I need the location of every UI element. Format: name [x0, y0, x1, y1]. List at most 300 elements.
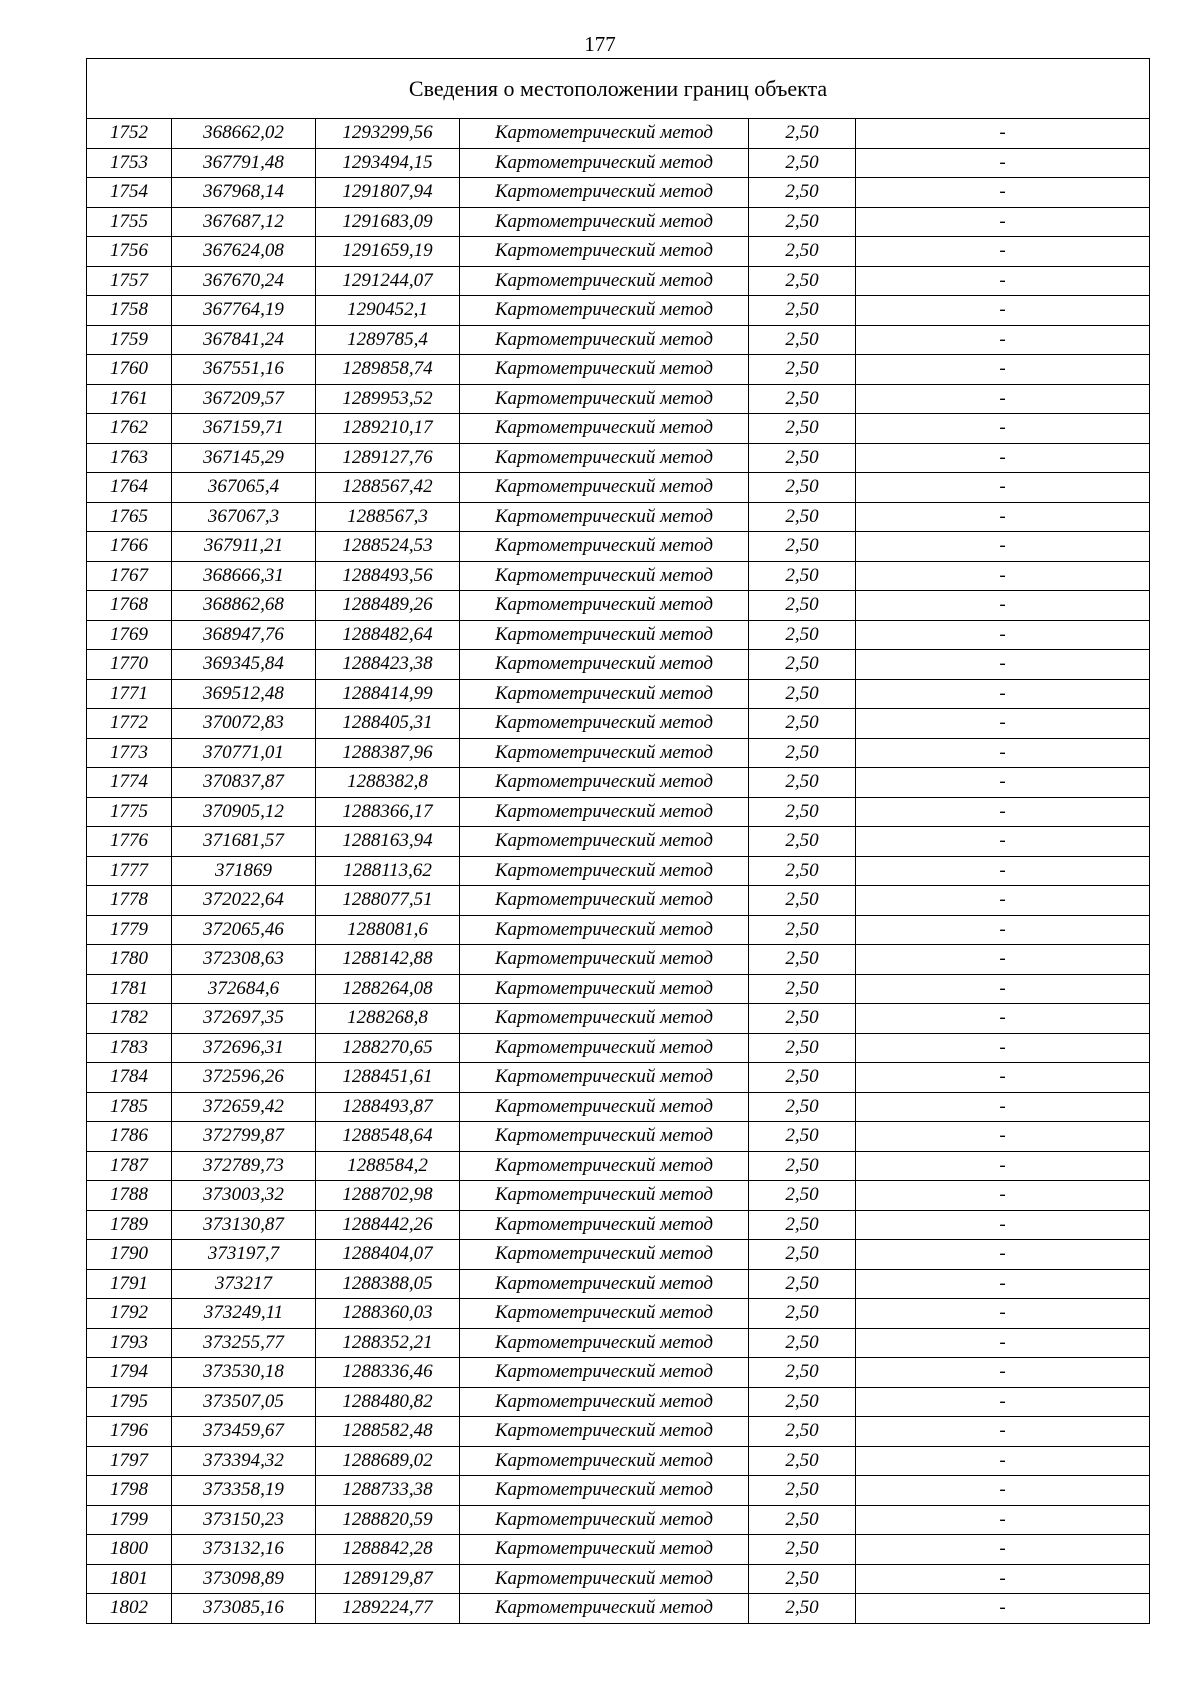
- method-cell: Картометрический метод: [460, 827, 749, 857]
- remark-cell: -: [856, 1387, 1150, 1417]
- x-coordinate-cell: 367791,48: [172, 148, 316, 178]
- remark-cell: -: [856, 886, 1150, 916]
- remark-cell: -: [856, 738, 1150, 768]
- point-number-cell: 1771: [87, 679, 172, 709]
- remark-cell: -: [856, 1092, 1150, 1122]
- point-number-cell: 1789: [87, 1210, 172, 1240]
- remark-cell: -: [856, 1535, 1150, 1565]
- remark-cell: -: [856, 915, 1150, 945]
- accuracy-cell: 2,50: [749, 443, 856, 473]
- y-coordinate-cell: 1289785,4: [316, 325, 460, 355]
- table-row: [87, 1505, 1150, 1535]
- x-coordinate-cell: 367159,71: [172, 414, 316, 444]
- remark-cell: -: [856, 532, 1150, 562]
- x-coordinate-cell: 373459,67: [172, 1417, 316, 1447]
- table-row: [87, 1033, 1150, 1063]
- point-number-cell: 1796: [87, 1417, 172, 1447]
- y-coordinate-cell: 1288081,6: [316, 915, 460, 945]
- y-coordinate-cell: 1289127,76: [316, 443, 460, 473]
- y-coordinate-cell: 1293299,56: [316, 119, 460, 149]
- method-cell: Картометрический метод: [460, 355, 749, 385]
- method-cell: Картометрический метод: [460, 532, 749, 562]
- x-coordinate-cell: 372022,64: [172, 886, 316, 916]
- method-cell: Картометрический метод: [460, 1446, 749, 1476]
- point-number-cell: 1755: [87, 207, 172, 237]
- accuracy-cell: 2,50: [749, 207, 856, 237]
- x-coordinate-cell: 373197,7: [172, 1240, 316, 1270]
- method-cell: Картометрический метод: [460, 502, 749, 532]
- y-coordinate-cell: 1289210,17: [316, 414, 460, 444]
- point-number-cell: 1762: [87, 414, 172, 444]
- y-coordinate-cell: 1288493,56: [316, 561, 460, 591]
- x-coordinate-cell: 373249,11: [172, 1299, 316, 1329]
- remark-cell: -: [856, 355, 1150, 385]
- point-number-cell: 1766: [87, 532, 172, 562]
- point-number-cell: 1769: [87, 620, 172, 650]
- point-number-cell: 1767: [87, 561, 172, 591]
- table-row: [87, 827, 1150, 857]
- x-coordinate-cell: 367145,29: [172, 443, 316, 473]
- table-row: [87, 1476, 1150, 1506]
- point-number-cell: 1765: [87, 502, 172, 532]
- point-number-cell: 1770: [87, 650, 172, 680]
- table-row: [87, 1063, 1150, 1093]
- remark-cell: -: [856, 1564, 1150, 1594]
- accuracy-cell: 2,50: [749, 1505, 856, 1535]
- table-row: [87, 886, 1150, 916]
- method-cell: Картометрический метод: [460, 768, 749, 798]
- remark-cell: -: [856, 591, 1150, 621]
- point-number-cell: 1757: [87, 266, 172, 296]
- point-number-cell: 1787: [87, 1151, 172, 1181]
- x-coordinate-cell: 373217: [172, 1269, 316, 1299]
- remark-cell: -: [856, 768, 1150, 798]
- method-cell: Картометрический метод: [460, 325, 749, 355]
- point-number-cell: 1793: [87, 1328, 172, 1358]
- page-number: 177: [584, 32, 616, 56]
- y-coordinate-cell: 1288820,59: [316, 1505, 460, 1535]
- table-row: [87, 473, 1150, 503]
- x-coordinate-cell: 373255,77: [172, 1328, 316, 1358]
- table-row: [87, 207, 1150, 237]
- y-coordinate-cell: 1288405,31: [316, 709, 460, 739]
- point-number-cell: 1784: [87, 1063, 172, 1093]
- y-coordinate-cell: 1288270,65: [316, 1033, 460, 1063]
- accuracy-cell: 2,50: [749, 1033, 856, 1063]
- x-coordinate-cell: 370072,83: [172, 709, 316, 739]
- y-coordinate-cell: 1288489,26: [316, 591, 460, 621]
- accuracy-cell: 2,50: [749, 1004, 856, 1034]
- y-coordinate-cell: 1288414,99: [316, 679, 460, 709]
- x-coordinate-cell: 368662,02: [172, 119, 316, 149]
- point-number-cell: 1774: [87, 768, 172, 798]
- remark-cell: -: [856, 709, 1150, 739]
- table-row: [87, 1092, 1150, 1122]
- table-row: [87, 915, 1150, 945]
- method-cell: Картометрический метод: [460, 119, 749, 149]
- point-number-cell: 1773: [87, 738, 172, 768]
- point-number-cell: 1764: [87, 473, 172, 503]
- accuracy-cell: 2,50: [749, 1122, 856, 1152]
- y-coordinate-cell: 1288268,8: [316, 1004, 460, 1034]
- y-coordinate-cell: 1288482,64: [316, 620, 460, 650]
- point-number-cell: 1761: [87, 384, 172, 414]
- y-coordinate-cell: 1288451,61: [316, 1063, 460, 1093]
- x-coordinate-cell: 367209,57: [172, 384, 316, 414]
- accuracy-cell: 2,50: [749, 1151, 856, 1181]
- accuracy-cell: 2,50: [749, 1564, 856, 1594]
- y-coordinate-cell: 1288480,82: [316, 1387, 460, 1417]
- point-number-cell: 1760: [87, 355, 172, 385]
- point-number-cell: 1800: [87, 1535, 172, 1565]
- method-cell: Картометрический метод: [460, 266, 749, 296]
- table-row: [87, 768, 1150, 798]
- method-cell: Картометрический метод: [460, 886, 749, 916]
- table-row: [87, 325, 1150, 355]
- table-row: [87, 1387, 1150, 1417]
- y-coordinate-cell: 1289129,87: [316, 1564, 460, 1594]
- y-coordinate-cell: 1288352,21: [316, 1328, 460, 1358]
- accuracy-cell: 2,50: [749, 325, 856, 355]
- remark-cell: -: [856, 414, 1150, 444]
- y-coordinate-cell: 1288733,38: [316, 1476, 460, 1506]
- accuracy-cell: 2,50: [749, 886, 856, 916]
- y-coordinate-cell: 1288842,28: [316, 1535, 460, 1565]
- accuracy-cell: 2,50: [749, 1594, 856, 1624]
- method-cell: Картометрический метод: [460, 1505, 749, 1535]
- table-row: [87, 1004, 1150, 1034]
- y-coordinate-cell: 1288404,07: [316, 1240, 460, 1270]
- table-row: [87, 1299, 1150, 1329]
- method-cell: Картометрический метод: [460, 1181, 749, 1211]
- table-row: [87, 620, 1150, 650]
- y-coordinate-cell: 1288548,64: [316, 1122, 460, 1152]
- table-row: [87, 738, 1150, 768]
- table-row: [87, 1417, 1150, 1447]
- method-cell: Картометрический метод: [460, 1387, 749, 1417]
- accuracy-cell: 2,50: [749, 237, 856, 267]
- table-row: [87, 1535, 1150, 1565]
- remark-cell: -: [856, 1122, 1150, 1152]
- x-coordinate-cell: 367067,3: [172, 502, 316, 532]
- remark-cell: -: [856, 561, 1150, 591]
- x-coordinate-cell: 372799,87: [172, 1122, 316, 1152]
- point-number-cell: 1759: [87, 325, 172, 355]
- x-coordinate-cell: 367670,24: [172, 266, 316, 296]
- table-row: [87, 443, 1150, 473]
- point-number-cell: 1752: [87, 119, 172, 149]
- accuracy-cell: 2,50: [749, 502, 856, 532]
- remark-cell: -: [856, 974, 1150, 1004]
- accuracy-cell: 2,50: [749, 1476, 856, 1506]
- method-cell: Картометрический метод: [460, 1358, 749, 1388]
- method-cell: Картометрический метод: [460, 1328, 749, 1358]
- remark-cell: -: [856, 1328, 1150, 1358]
- table-row: [87, 1122, 1150, 1152]
- y-coordinate-cell: 1288163,94: [316, 827, 460, 857]
- y-coordinate-cell: 1288113,62: [316, 856, 460, 886]
- y-coordinate-cell: 1288336,46: [316, 1358, 460, 1388]
- remark-cell: -: [856, 679, 1150, 709]
- y-coordinate-cell: 1288493,87: [316, 1092, 460, 1122]
- method-cell: Картометрический метод: [460, 296, 749, 326]
- method-cell: Картометрический метод: [460, 1210, 749, 1240]
- remark-cell: -: [856, 119, 1150, 149]
- method-cell: Картометрический метод: [460, 738, 749, 768]
- accuracy-cell: 2,50: [749, 1210, 856, 1240]
- point-number-cell: 1782: [87, 1004, 172, 1034]
- method-cell: Картометрический метод: [460, 945, 749, 975]
- accuracy-cell: 2,50: [749, 1358, 856, 1388]
- y-coordinate-cell: 1288689,02: [316, 1446, 460, 1476]
- table-row: [87, 237, 1150, 267]
- method-cell: Картометрический метод: [460, 591, 749, 621]
- x-coordinate-cell: 372697,35: [172, 1004, 316, 1034]
- x-coordinate-cell: 367764,19: [172, 296, 316, 326]
- accuracy-cell: 2,50: [749, 1417, 856, 1447]
- point-number-cell: 1779: [87, 915, 172, 945]
- remark-cell: -: [856, 620, 1150, 650]
- method-cell: Картометрический метод: [460, 974, 749, 1004]
- method-cell: Картометрический метод: [460, 650, 749, 680]
- point-number-cell: 1802: [87, 1594, 172, 1624]
- point-number-cell: 1792: [87, 1299, 172, 1329]
- accuracy-cell: 2,50: [749, 620, 856, 650]
- x-coordinate-cell: 370771,01: [172, 738, 316, 768]
- table-row: [87, 1210, 1150, 1240]
- accuracy-cell: 2,50: [749, 1240, 856, 1270]
- remark-cell: -: [856, 237, 1150, 267]
- method-cell: Картометрический метод: [460, 473, 749, 503]
- table-row: [87, 1446, 1150, 1476]
- method-cell: Картометрический метод: [460, 1240, 749, 1270]
- point-number-cell: 1778: [87, 886, 172, 916]
- accuracy-cell: 2,50: [749, 856, 856, 886]
- table-row: [87, 797, 1150, 827]
- x-coordinate-cell: 373085,16: [172, 1594, 316, 1624]
- method-cell: Картометрический метод: [460, 1004, 749, 1034]
- accuracy-cell: 2,50: [749, 827, 856, 857]
- x-coordinate-cell: 367911,21: [172, 532, 316, 562]
- method-cell: Картометрический метод: [460, 915, 749, 945]
- table-row: [87, 1328, 1150, 1358]
- method-cell: Картометрический метод: [460, 1535, 749, 1565]
- boundary-coordinates-table: [86, 58, 1150, 1624]
- accuracy-cell: 2,50: [749, 296, 856, 326]
- accuracy-cell: 2,50: [749, 355, 856, 385]
- accuracy-cell: 2,50: [749, 797, 856, 827]
- x-coordinate-cell: 372596,26: [172, 1063, 316, 1093]
- x-coordinate-cell: 372065,46: [172, 915, 316, 945]
- table-row: [87, 1564, 1150, 1594]
- y-coordinate-cell: 1289224,77: [316, 1594, 460, 1624]
- point-number-cell: 1798: [87, 1476, 172, 1506]
- y-coordinate-cell: 1288567,42: [316, 473, 460, 503]
- x-coordinate-cell: 367551,16: [172, 355, 316, 385]
- y-coordinate-cell: 1288366,17: [316, 797, 460, 827]
- table-title-row: [87, 59, 1150, 119]
- remark-cell: -: [856, 296, 1150, 326]
- accuracy-cell: 2,50: [749, 738, 856, 768]
- y-coordinate-cell: 1288142,88: [316, 945, 460, 975]
- remark-cell: -: [856, 207, 1150, 237]
- method-cell: Картометрический метод: [460, 620, 749, 650]
- remark-cell: -: [856, 1151, 1150, 1181]
- y-coordinate-cell: 1291807,94: [316, 178, 460, 208]
- accuracy-cell: 2,50: [749, 1092, 856, 1122]
- accuracy-cell: 2,50: [749, 1535, 856, 1565]
- method-cell: Картометрический метод: [460, 207, 749, 237]
- y-coordinate-cell: 1288388,05: [316, 1269, 460, 1299]
- remark-cell: -: [856, 1240, 1150, 1270]
- point-number-cell: 1786: [87, 1122, 172, 1152]
- accuracy-cell: 2,50: [749, 679, 856, 709]
- remark-cell: -: [856, 797, 1150, 827]
- remark-cell: -: [856, 1033, 1150, 1063]
- table-body: [87, 119, 1150, 1624]
- table-row: [87, 532, 1150, 562]
- point-number-cell: 1788: [87, 1181, 172, 1211]
- remark-cell: -: [856, 443, 1150, 473]
- table-row: [87, 1151, 1150, 1181]
- x-coordinate-cell: 373130,87: [172, 1210, 316, 1240]
- remark-cell: -: [856, 1358, 1150, 1388]
- point-number-cell: 1790: [87, 1240, 172, 1270]
- point-number-cell: 1780: [87, 945, 172, 975]
- y-coordinate-cell: 1288360,03: [316, 1299, 460, 1329]
- y-coordinate-cell: 1293494,15: [316, 148, 460, 178]
- accuracy-cell: 2,50: [749, 768, 856, 798]
- y-coordinate-cell: 1291244,07: [316, 266, 460, 296]
- method-cell: Картометрический метод: [460, 414, 749, 444]
- point-number-cell: 1785: [87, 1092, 172, 1122]
- x-coordinate-cell: 373394,32: [172, 1446, 316, 1476]
- point-number-cell: 1776: [87, 827, 172, 857]
- accuracy-cell: 2,50: [749, 532, 856, 562]
- point-number-cell: 1756: [87, 237, 172, 267]
- accuracy-cell: 2,50: [749, 1387, 856, 1417]
- remark-cell: -: [856, 266, 1150, 296]
- point-number-cell: 1758: [87, 296, 172, 326]
- table-row: [87, 1269, 1150, 1299]
- table-row: [87, 561, 1150, 591]
- y-coordinate-cell: 1288567,3: [316, 502, 460, 532]
- accuracy-cell: 2,50: [749, 148, 856, 178]
- remark-cell: -: [856, 1446, 1150, 1476]
- accuracy-cell: 2,50: [749, 119, 856, 149]
- accuracy-cell: 2,50: [749, 414, 856, 444]
- method-cell: Картометрический метод: [460, 237, 749, 267]
- table-row: [87, 178, 1150, 208]
- accuracy-cell: 2,50: [749, 1181, 856, 1211]
- x-coordinate-cell: 369512,48: [172, 679, 316, 709]
- remark-cell: -: [856, 1594, 1150, 1624]
- remark-cell: -: [856, 945, 1150, 975]
- remark-cell: -: [856, 1476, 1150, 1506]
- y-coordinate-cell: 1289953,52: [316, 384, 460, 414]
- x-coordinate-cell: 368947,76: [172, 620, 316, 650]
- y-coordinate-cell: 1288423,38: [316, 650, 460, 680]
- remark-cell: -: [856, 1063, 1150, 1093]
- y-coordinate-cell: 1288442,26: [316, 1210, 460, 1240]
- x-coordinate-cell: 367624,08: [172, 237, 316, 267]
- x-coordinate-cell: 373358,19: [172, 1476, 316, 1506]
- x-coordinate-cell: 372659,42: [172, 1092, 316, 1122]
- accuracy-cell: 2,50: [749, 1328, 856, 1358]
- y-coordinate-cell: 1288584,2: [316, 1151, 460, 1181]
- point-number-cell: 1763: [87, 443, 172, 473]
- table-row: [87, 679, 1150, 709]
- x-coordinate-cell: 372789,73: [172, 1151, 316, 1181]
- point-number-cell: 1772: [87, 709, 172, 739]
- x-coordinate-cell: 370905,12: [172, 797, 316, 827]
- table-row: [87, 384, 1150, 414]
- point-number-cell: 1753: [87, 148, 172, 178]
- point-number-cell: 1794: [87, 1358, 172, 1388]
- x-coordinate-cell: 371869: [172, 856, 316, 886]
- y-coordinate-cell: 1288264,08: [316, 974, 460, 1004]
- remark-cell: -: [856, 827, 1150, 857]
- x-coordinate-cell: 373132,16: [172, 1535, 316, 1565]
- x-coordinate-cell: 373003,32: [172, 1181, 316, 1211]
- accuracy-cell: 2,50: [749, 709, 856, 739]
- table-row: [87, 974, 1150, 1004]
- table-row: [87, 296, 1150, 326]
- x-coordinate-cell: 373098,89: [172, 1564, 316, 1594]
- table-row: [87, 650, 1150, 680]
- y-coordinate-cell: 1290452,1: [316, 296, 460, 326]
- accuracy-cell: 2,50: [749, 1063, 856, 1093]
- x-coordinate-cell: 367841,24: [172, 325, 316, 355]
- x-coordinate-cell: 373530,18: [172, 1358, 316, 1388]
- y-coordinate-cell: 1288582,48: [316, 1417, 460, 1447]
- table-row: [87, 945, 1150, 975]
- point-number-cell: 1801: [87, 1564, 172, 1594]
- table-row: [87, 856, 1150, 886]
- accuracy-cell: 2,50: [749, 974, 856, 1004]
- y-coordinate-cell: 1288382,8: [316, 768, 460, 798]
- y-coordinate-cell: 1289858,74: [316, 355, 460, 385]
- y-coordinate-cell: 1288702,98: [316, 1181, 460, 1211]
- method-cell: Картометрический метод: [460, 1151, 749, 1181]
- table-row: [87, 355, 1150, 385]
- method-cell: Картометрический метод: [460, 384, 749, 414]
- method-cell: Картометрический метод: [460, 679, 749, 709]
- x-coordinate-cell: 371681,57: [172, 827, 316, 857]
- point-number-cell: 1797: [87, 1446, 172, 1476]
- method-cell: Картометрический метод: [460, 1564, 749, 1594]
- table-title: Сведения о местоположении границ объекта: [87, 59, 1150, 119]
- accuracy-cell: 2,50: [749, 384, 856, 414]
- x-coordinate-cell: 367968,14: [172, 178, 316, 208]
- point-number-cell: 1754: [87, 178, 172, 208]
- remark-cell: -: [856, 1210, 1150, 1240]
- accuracy-cell: 2,50: [749, 1299, 856, 1329]
- table-row: [87, 709, 1150, 739]
- method-cell: Картометрический метод: [460, 709, 749, 739]
- remark-cell: -: [856, 1505, 1150, 1535]
- method-cell: Картометрический метод: [460, 1299, 749, 1329]
- x-coordinate-cell: 369345,84: [172, 650, 316, 680]
- accuracy-cell: 2,50: [749, 178, 856, 208]
- x-coordinate-cell: 373150,23: [172, 1505, 316, 1535]
- remark-cell: -: [856, 856, 1150, 886]
- table-row: [87, 1240, 1150, 1270]
- accuracy-cell: 2,50: [749, 915, 856, 945]
- remark-cell: -: [856, 1417, 1150, 1447]
- accuracy-cell: 2,50: [749, 945, 856, 975]
- method-cell: Картометрический метод: [460, 1269, 749, 1299]
